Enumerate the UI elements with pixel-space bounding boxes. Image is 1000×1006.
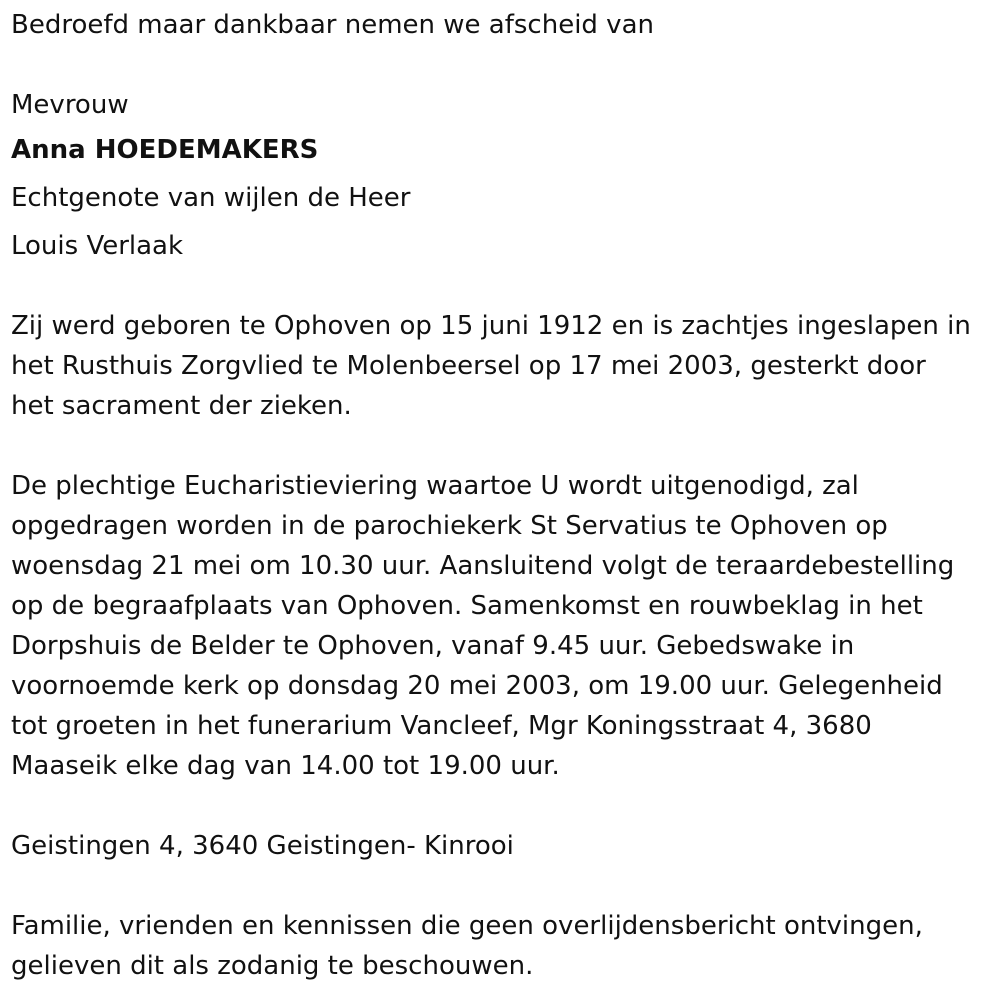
paragraph-line: gelieven dit als zodanig te beschouwen. — [11, 951, 534, 981]
paragraph-line: Dorpshuis de Belder te Ophoven, vanaf 9.45 uur. Gebedswake in — [11, 631, 855, 661]
paragraph-line: Zij werd geboren te Ophoven op 15 juni 1912 en is zachtjes ingeslapen in — [11, 311, 971, 341]
salutation: Mevrouw — [11, 90, 129, 120]
deceased-name: Anna HOEDEMAKERS — [11, 135, 319, 165]
closing-paragraph — [11, 906, 991, 986]
paragraph-line: op de begraafplaats van Ophoven. Samenkomst en rouwbeklag in het — [11, 591, 923, 621]
paragraph-line: opgedragen worden in de parochiekerk St Servatius te Ophoven op — [11, 511, 888, 541]
paragraph-line: woensdag 21 mei om 10.30 uur. Aansluitend volgt de teraardebestelling — [11, 551, 955, 581]
birth-death-paragraph — [11, 306, 991, 426]
paragraph-line: tot groeten in het funerarium Vancleef, Mgr Koningsstraat 4, 3680 — [11, 711, 872, 741]
paragraph-line: het Rusthuis Zorgvlied te Molenbeersel op 17 mei 2003, gesterkt door — [11, 351, 926, 381]
spouse-label: Echtgenote van wijlen de Heer — [11, 183, 411, 213]
paragraph-line: Maaseik elke dag van 14.00 tot 19.00 uur. — [11, 751, 560, 781]
spouse-name: Louis Verlaak — [11, 231, 184, 261]
paragraph-line: Familie, vrienden en kennissen die geen overlijdensbericht ontvingen, — [11, 911, 923, 941]
address-line: Geistingen 4, 3640 Geistingen- Kinrooi — [11, 831, 514, 861]
paragraph-line: De plechtige Eucharistieviering waartoe U wordt uitgenodigd, zal — [11, 471, 859, 501]
paragraph-line: het sacrament der zieken. — [11, 391, 352, 421]
intro-text: Bedroefd maar dankbaar nemen we afscheid van — [11, 10, 654, 40]
ceremony-paragraph — [11, 466, 991, 786]
obituary-notice — [11, 0, 991, 986]
paragraph-line: voornoemde kerk op donsdag 20 mei 2003, om 19.00 uur. Gelegenheid — [11, 671, 943, 701]
